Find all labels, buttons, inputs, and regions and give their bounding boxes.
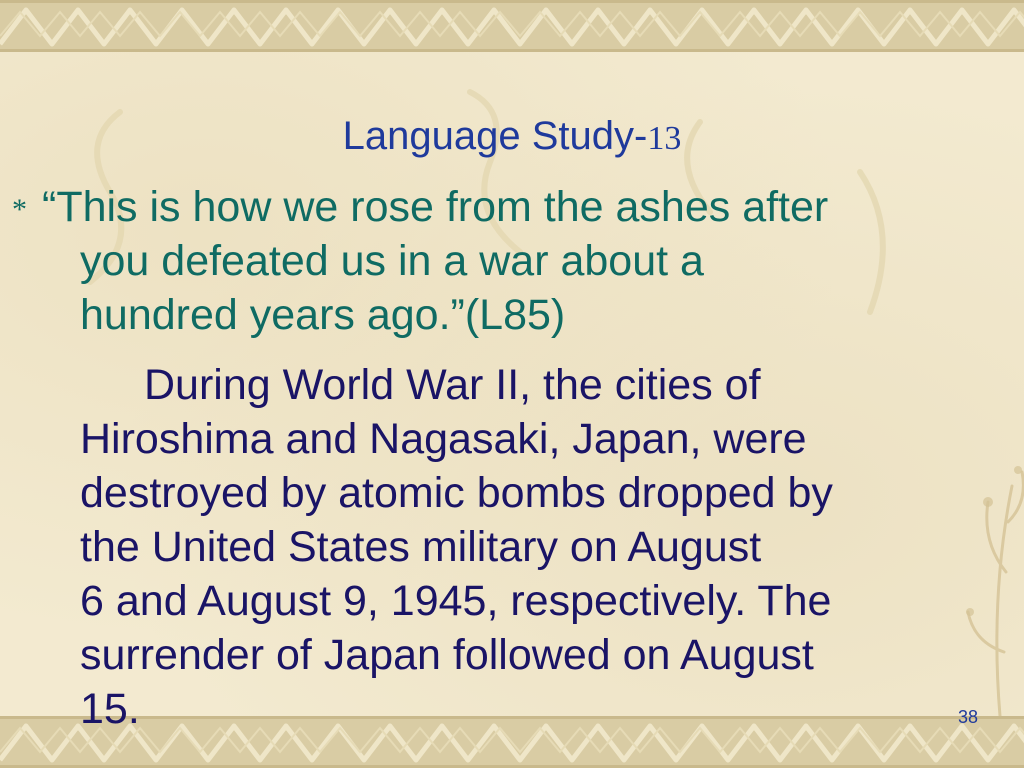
page-number: 38	[958, 707, 979, 727]
quote-line: “This is how we rose from the ashes after	[42, 183, 829, 231]
quote-block	[42, 180, 1002, 342]
explanation-paragraph	[80, 358, 1010, 736]
quote-line: you defeated us in a war about a	[80, 237, 704, 285]
top-decorative-border	[0, 0, 1024, 52]
explanation-line: 6 and August 9, 1945, respectively. The	[80, 577, 832, 625]
quote-line: hundred years ago.”(L85)	[80, 291, 566, 339]
slide-title	[0, 110, 1024, 165]
bullet-marker: *	[12, 193, 27, 226]
explanation-line: Hiroshima and Nagasaki, Japan, were	[80, 415, 807, 463]
explanation-line: During World War II, the cities of	[144, 361, 761, 409]
top-border-pattern	[0, 0, 1024, 52]
slide-title-number: 13	[647, 120, 682, 157]
explanation-line: the United States military on August	[80, 523, 762, 571]
explanation-line: destroyed by atomic bombs dropped by	[80, 469, 833, 517]
slide-title-text: Language Study-	[342, 114, 648, 158]
explanation-line: surrender of Japan followed on August	[80, 631, 814, 679]
explanation-line: 15.	[80, 685, 140, 733]
